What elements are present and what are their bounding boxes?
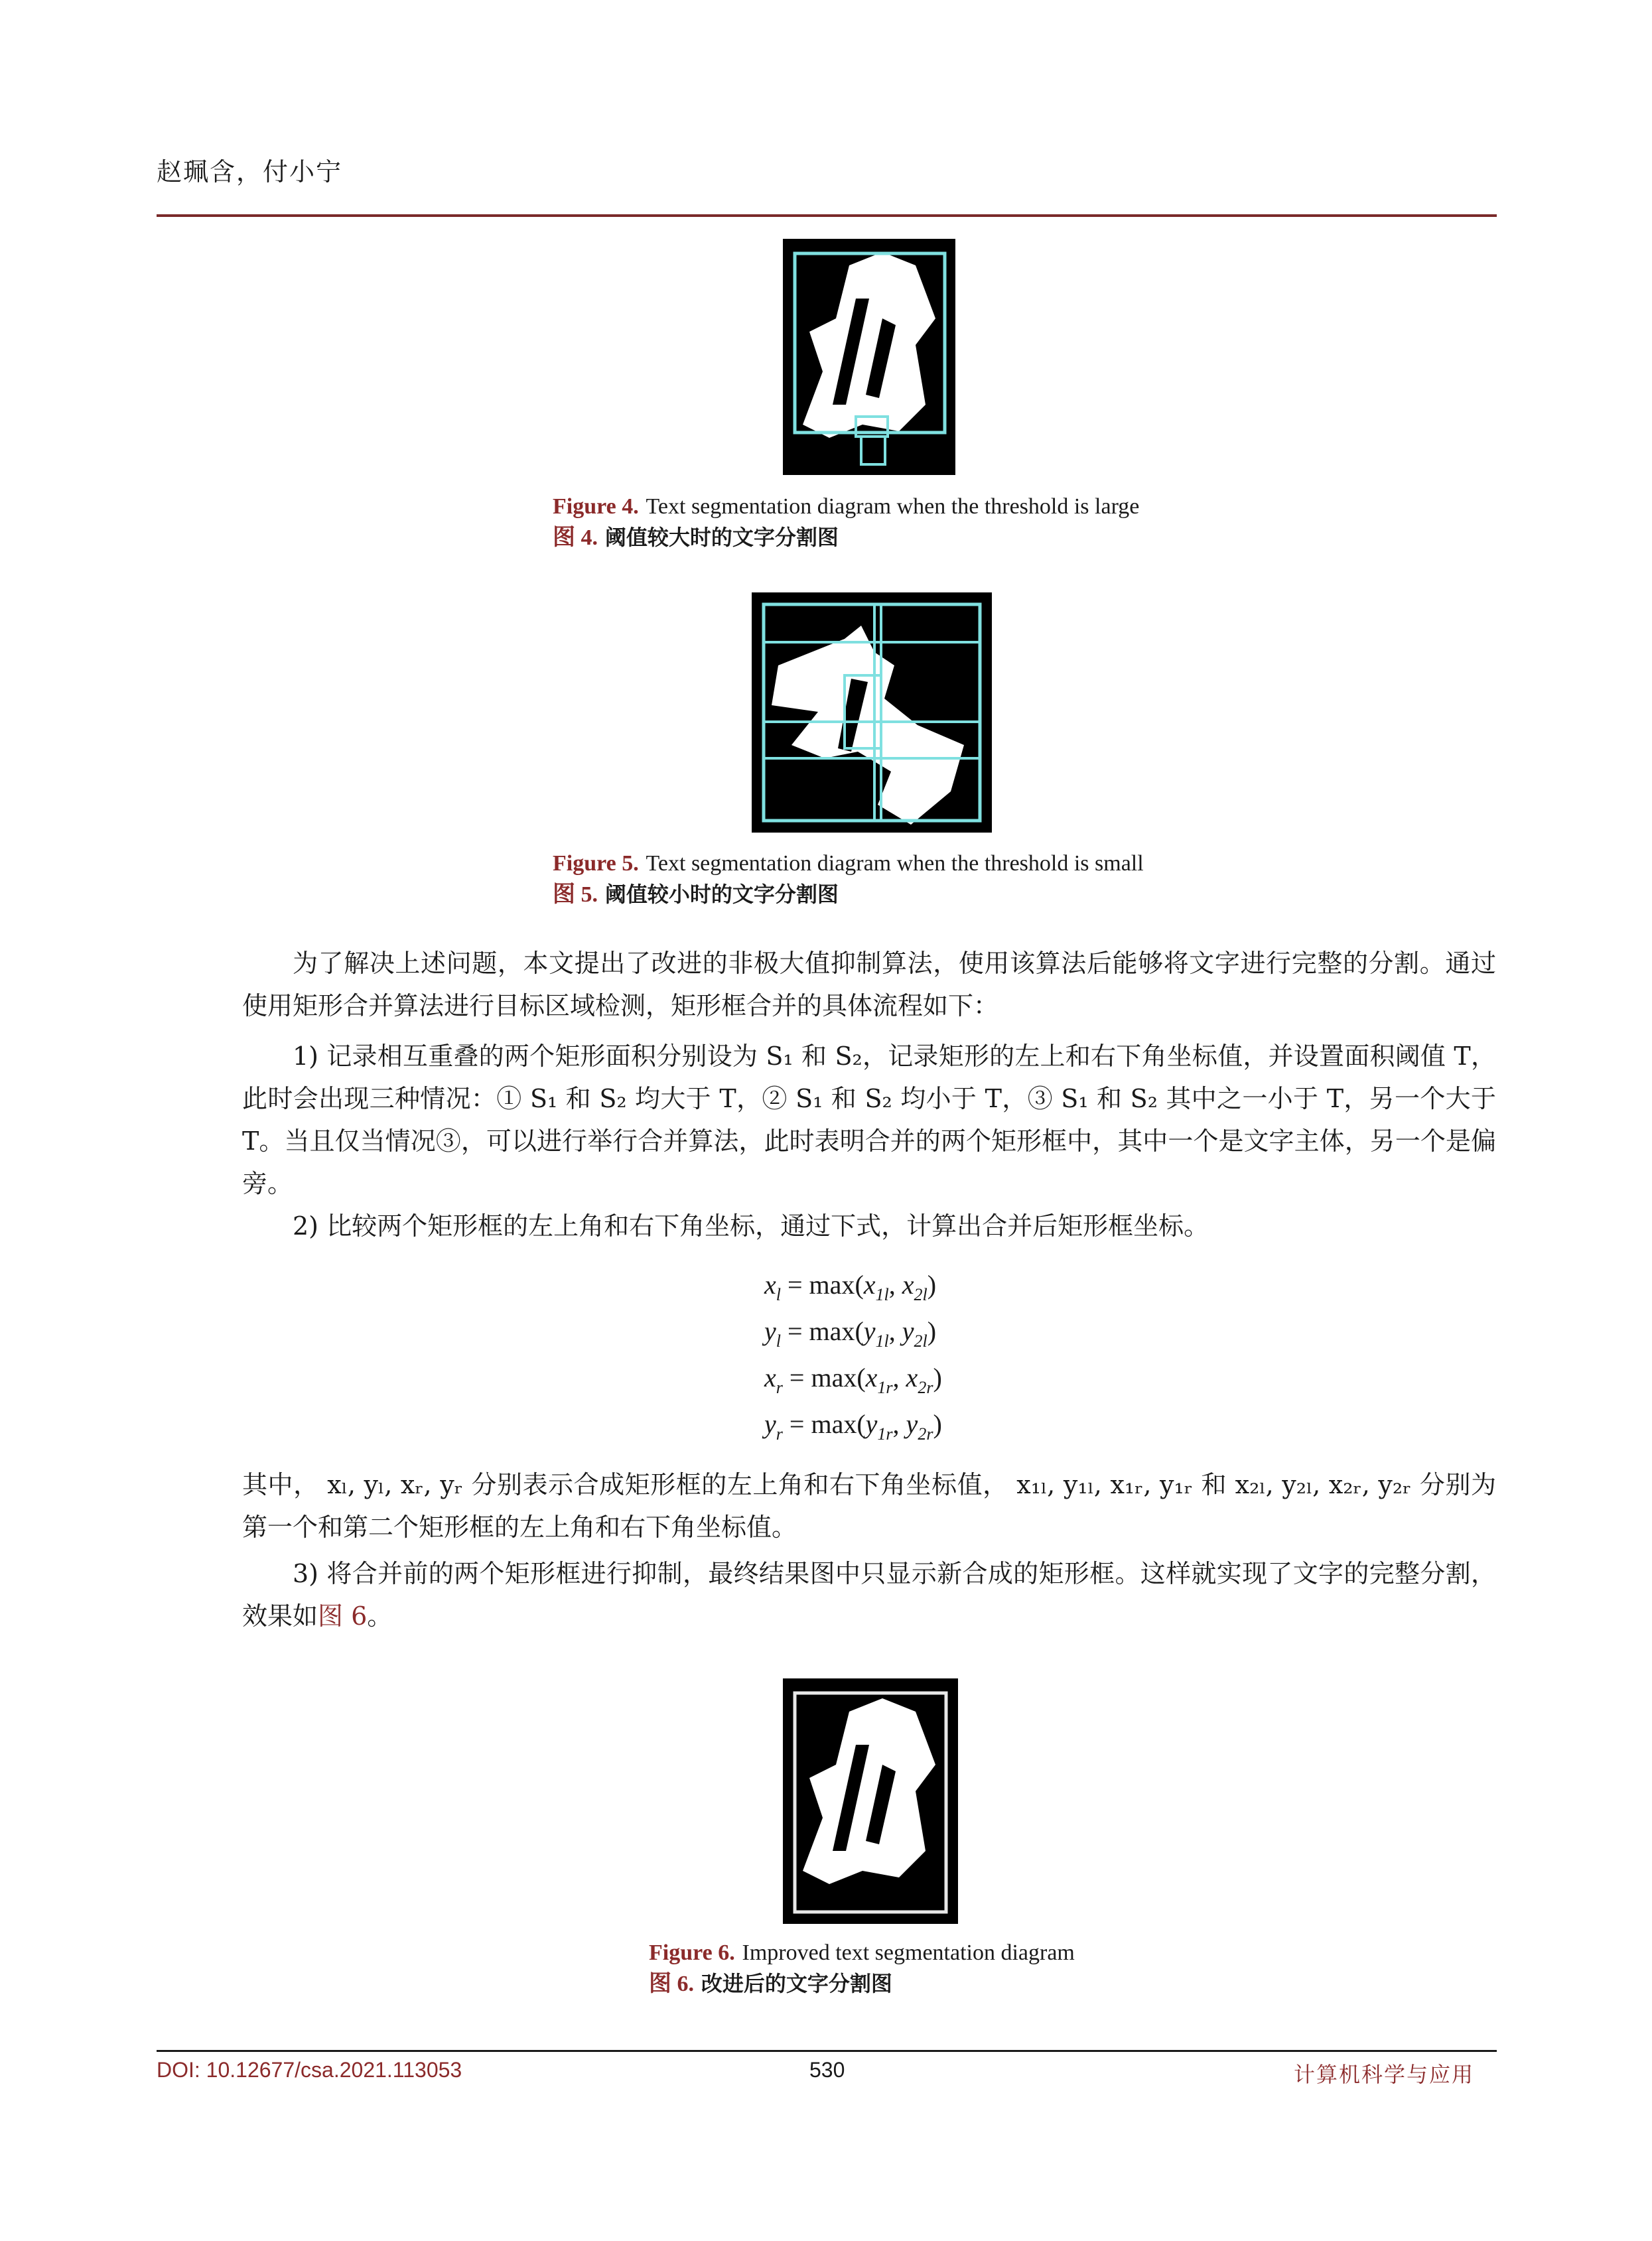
figure-6-caption xyxy=(649,1937,1075,2000)
body-paragraph-5 xyxy=(242,1552,1496,1637)
footer-rule xyxy=(157,2050,1497,2052)
body-paragraph-5-end: 。 xyxy=(367,1601,393,1631)
figure-4-caption-zh: 阈值较大时的文字分割图 xyxy=(604,525,839,550)
body-paragraph-2: 1) 记录相互重叠的两个矩形面积分别设为 S₁ 和 S₂，记录矩形的左上和右下角坐标值，并设置面积阈值 T，此时会出现三种情况：① S₁ 和 S₂ 均大于 T，② S₁ 和 S₂ 均小于 T，③ S₁ 和 S₂ 其中之一小于 T，另一个大于 T。当且仅当情况③，可以进行举行合并算法，此时表明合并的两个矩形框中，其中一个是文字主体，另一个是偏旁。 xyxy=(242,1042,1496,1198)
figure-6-label: Figure 6. xyxy=(649,1940,735,1965)
figure-5-caption-zh: 阈值较小时的文字分割图 xyxy=(604,882,839,907)
formula-row: $y_r = \max(y_{1r}$, $y_{2r}$) xyxy=(764,1409,942,1444)
body-paragraph-5-text: 3) 将合并前的两个矩形框进行抑制，最终结果图中只显示新合成的矩形框。这样就实现了文字的完整分割，效果如 xyxy=(242,1559,1496,1631)
body-paragraph-1: 为了解决上述问题，本文提出了改进的非极大值抑制算法，使用该算法后能够将文字进行完整的分割。通过使用矩形合并算法进行目标区域检测，矩形框合并的具体流程如下： xyxy=(242,949,1496,1020)
figure-5-caption xyxy=(553,848,1144,910)
formula-row: $y_l = \max(y_{1l}$, $y_{2l}$) xyxy=(764,1316,937,1351)
figure-6-caption-en: Improved text segmentation diagram xyxy=(742,1940,1075,1965)
figure-4-image xyxy=(783,239,955,475)
figure-6-link[interactable]: 图 6 xyxy=(318,1601,368,1631)
figure-6-image xyxy=(783,1678,958,1924)
figure-4-caption-en: Text segmentation diagram when the threshold is large xyxy=(646,494,1140,519)
formula-row: $x_r = \max(x_{1r}$, $x_{2r}$) xyxy=(764,1363,942,1397)
footer-doi[interactable]: DOI: 10.12677/csa.2021.113053 xyxy=(157,2058,462,2082)
header-authors: 赵珮含，付小宁 xyxy=(157,157,343,186)
header-rule xyxy=(157,214,1497,217)
figure-5-image xyxy=(752,592,992,833)
page-number: 530 xyxy=(809,2058,845,2082)
figure-4-caption xyxy=(553,491,1139,553)
body-paragraph-3: 2) 比较两个矩形框的左上角和右下角坐标，通过下式，计算出合并后矩形框坐标。 xyxy=(293,1211,1209,1241)
formula-block xyxy=(764,1262,942,1448)
figure-5-label-zh: 图 5. xyxy=(553,882,598,907)
journal-name: 计算机科学与应用 xyxy=(1294,2062,1475,2087)
figure-4-label-zh: 图 4. xyxy=(553,525,598,550)
body-paragraph-4: 其中， xₗ, yₗ, xᵣ, yᵣ 分别表示合成矩形框的左上角和右下角坐标值， x₁ₗ, y₁ₗ, x₁ᵣ, y₁ᵣ 和 x₂ₗ, y₂ₗ, x₂ᵣ, y₂ᵣ 分别为第一个和第二个矩形框的左上角和右下角坐标值。 xyxy=(242,1470,1496,1542)
figure-5-caption-en: Text segmentation diagram when the threshold is small xyxy=(646,851,1144,876)
formula-row: $x_l = \max(x_{1l}$, $x_{2l}$) xyxy=(764,1270,937,1304)
figure-6-label-zh: 图 6. xyxy=(649,1972,694,1996)
figure-4-label: Figure 4. xyxy=(553,494,639,519)
figure-6-caption-zh: 改进后的文字分割图 xyxy=(701,1971,892,1996)
figure-5-label: Figure 5. xyxy=(553,851,639,876)
